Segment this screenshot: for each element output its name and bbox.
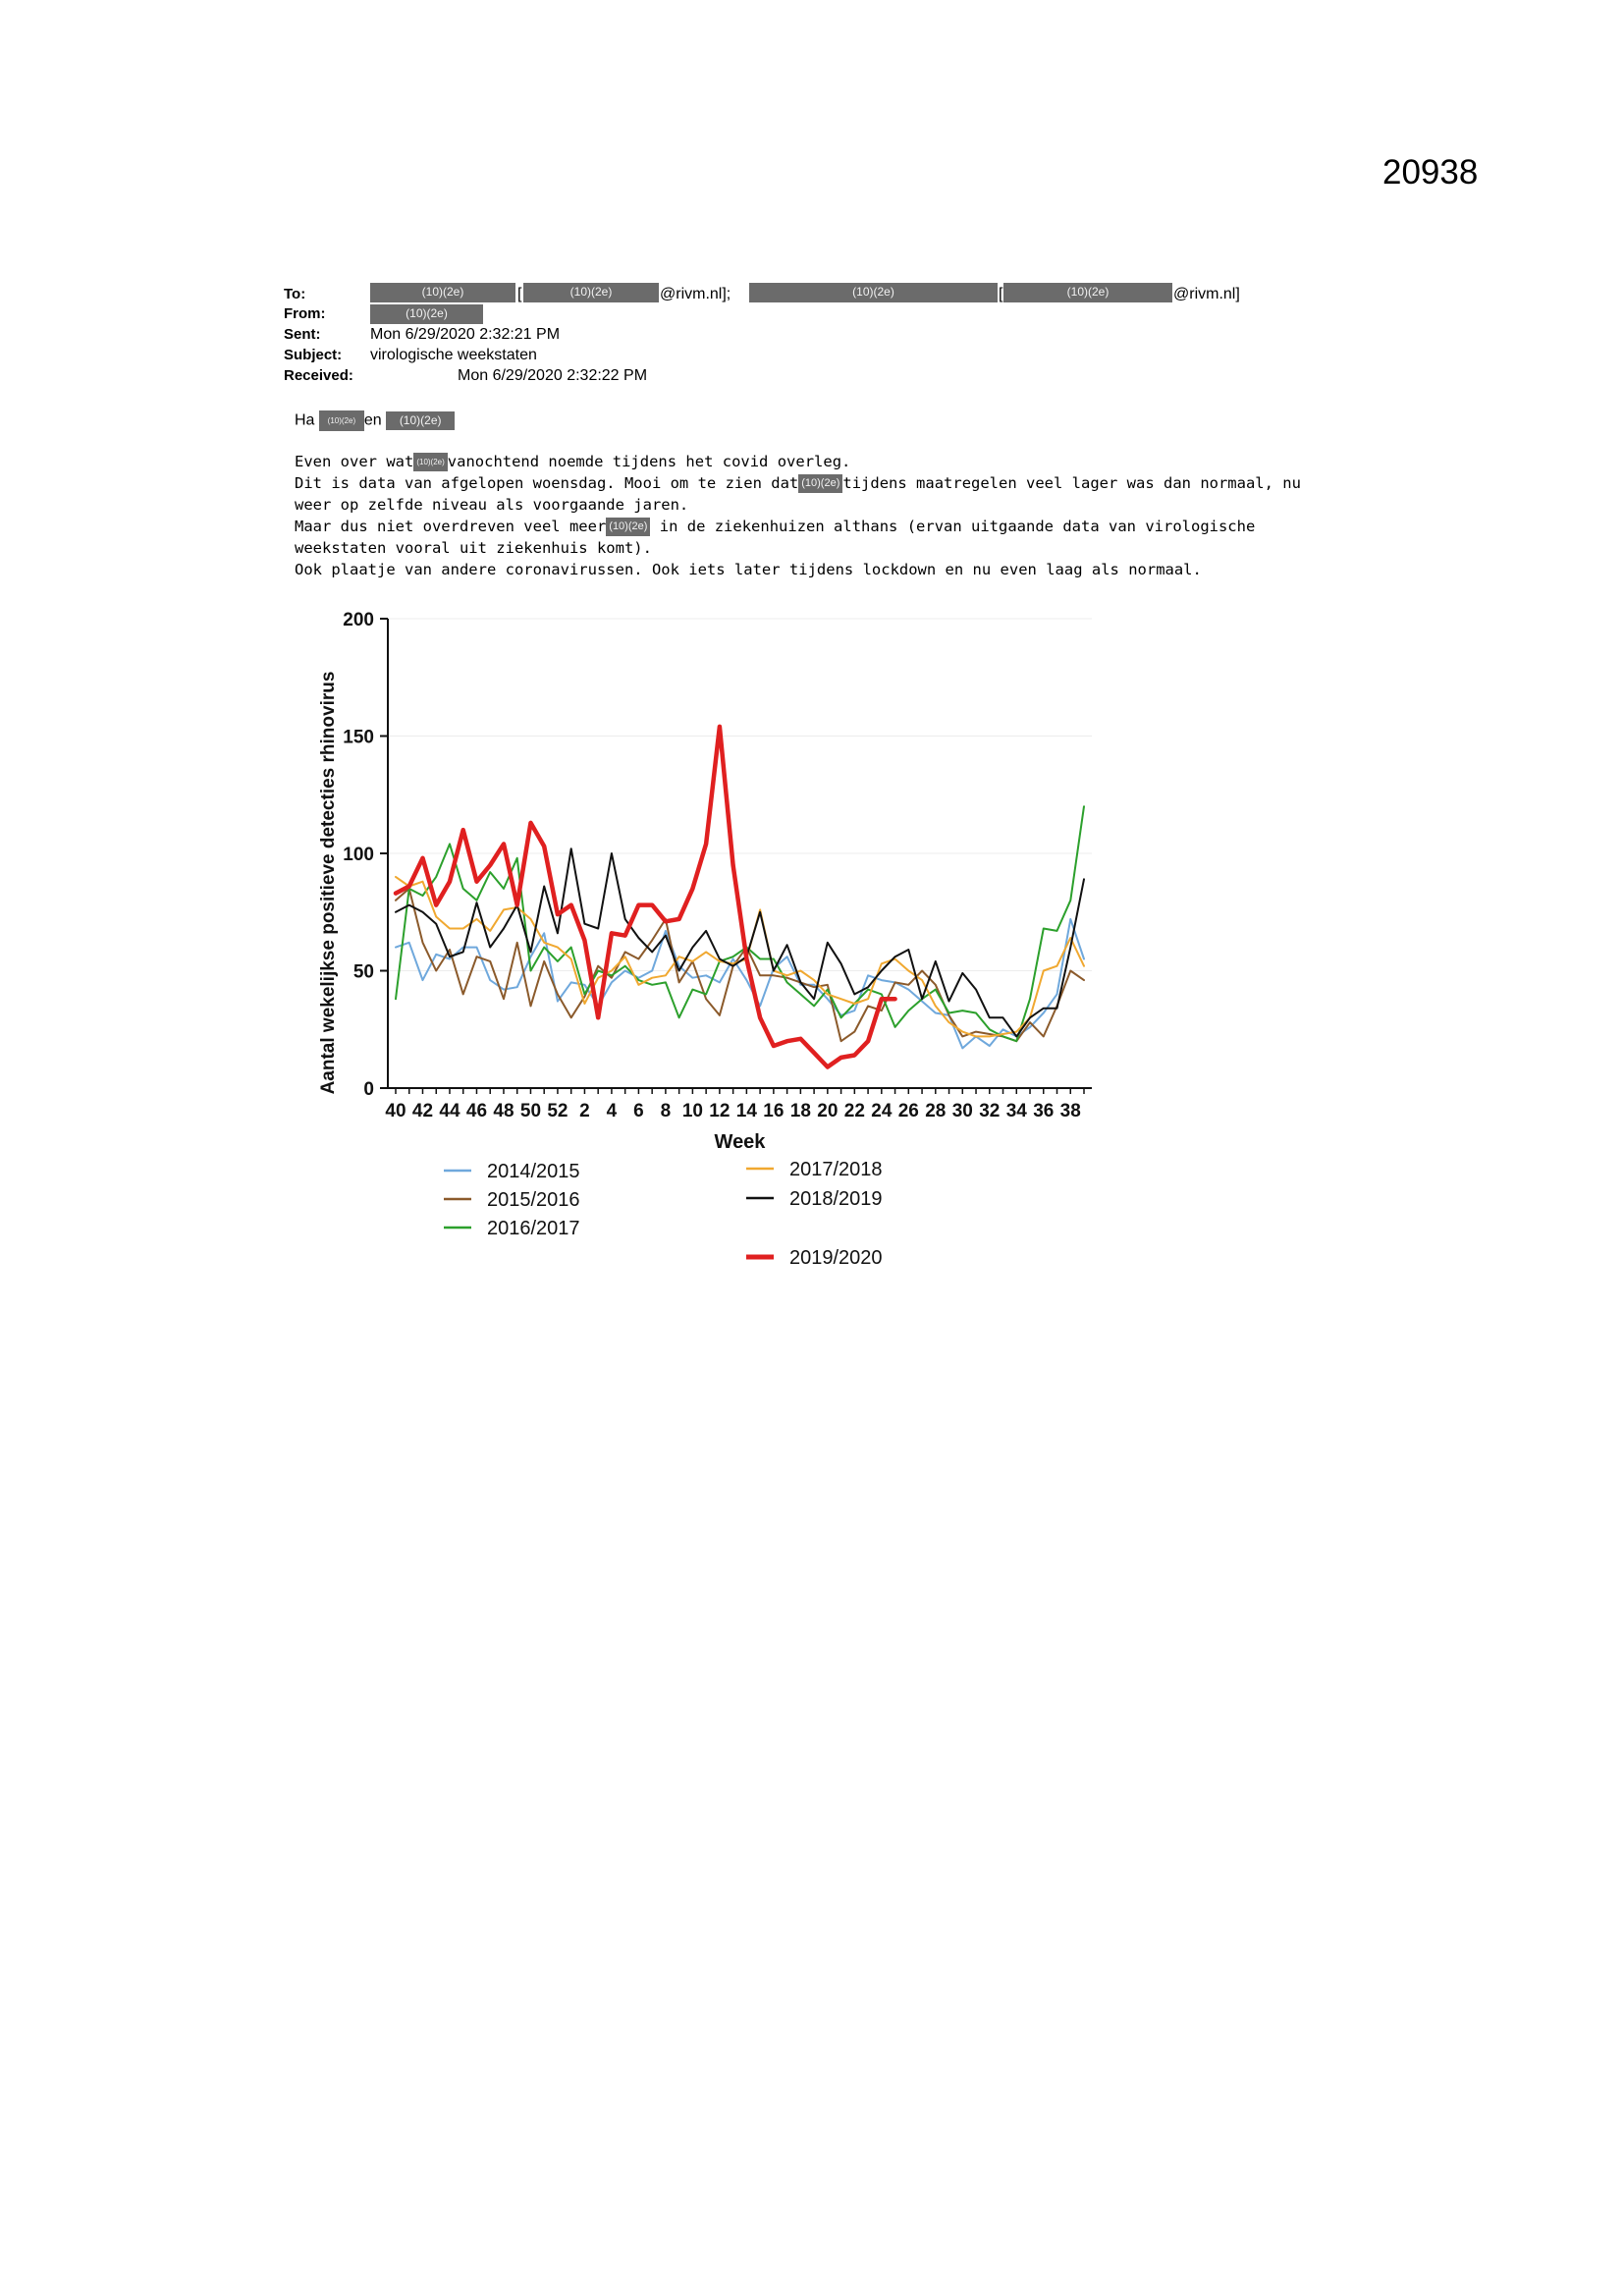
to-bracket-2: [ — [999, 286, 1003, 302]
body-line-1 — [295, 453, 850, 471]
body-line-6: Ook plaatje van andere coronavirussen. Ook iets later tijdens lockdown en nu even laag als normaal. — [295, 561, 1202, 578]
sent-value: Mon 6/29/2020 2:32:21 PM — [370, 326, 561, 343]
x-tick-label-32: 32 — [979, 1101, 1001, 1121]
legend-label-2015-2016: 2015/2016 — [487, 1189, 580, 1211]
body-line-5: weekstaten vooral uit ziekenhuis komt). — [295, 539, 652, 557]
legend-label-2016-2017: 2016/2017 — [487, 1218, 580, 1239]
to-label: To: — [284, 286, 306, 302]
x-tick-label-12: 12 — [709, 1101, 731, 1121]
greeting-mid: en — [363, 411, 387, 429]
redacted-line4: (10)(2e) — [606, 518, 650, 536]
x-tick-label-40: 40 — [385, 1101, 406, 1121]
greeting — [295, 410, 455, 431]
redacted-line1: (10)(2e) — [413, 453, 447, 471]
x-tick-label-20: 20 — [817, 1101, 839, 1121]
x-tick-label-6: 6 — [633, 1101, 644, 1121]
body-line-4 — [295, 518, 1255, 536]
y-axis-title: Aantal wekelijkse positieve detecties rhinovirus — [318, 671, 339, 1095]
x-tick-label-34: 34 — [1005, 1101, 1027, 1121]
x-tick-label-14: 14 — [735, 1101, 757, 1121]
x-tick-label-28: 28 — [925, 1101, 947, 1121]
received-value: Mon 6/29/2020 2:32:22 PM — [458, 367, 648, 384]
line2-pre: Dit is data van afgelopen woensdag. Mooi om te zien dat — [295, 474, 799, 492]
line1-post: vanochtend noemde tijdens het covid overleg. — [447, 453, 851, 470]
to-domain-1: @rivm.nl]; — [660, 286, 731, 302]
redacted-to-email-1: (10)(2e) — [523, 283, 659, 302]
y-tick-label-100: 100 — [343, 845, 374, 865]
redacted-to-name-2: (10)(2e) — [749, 283, 998, 302]
redacted-greeting-name-1: (10)(2e) — [319, 410, 364, 431]
line4-post: in de ziekenhuizen althans (ervan uitgaande data van virologische — [650, 518, 1256, 535]
y-tick-label-50: 50 — [352, 961, 374, 983]
legend — [444, 1159, 883, 1269]
to-domain-2: @rivm.nl] — [1173, 286, 1240, 302]
x-tick-label-8: 8 — [660, 1101, 672, 1121]
x-tick-label-24: 24 — [871, 1101, 893, 1121]
redacted-greeting-name-2: (10)(2e) — [386, 411, 455, 430]
x-tick-label-26: 26 — [897, 1101, 919, 1121]
x-tick-label-10: 10 — [681, 1101, 703, 1121]
x-tick-label-30: 30 — [951, 1101, 973, 1121]
body-line-2 — [295, 474, 1301, 493]
subject-value: virologische weekstaten — [370, 347, 537, 363]
x-tick-label-38: 38 — [1059, 1101, 1081, 1121]
y-tick-label-200: 200 — [343, 610, 374, 630]
received-label: Received: — [284, 367, 353, 384]
x-tick-label-46: 46 — [465, 1101, 488, 1121]
legend-label-2019-2020: 2019/2020 — [789, 1247, 883, 1269]
redacted-to-email-2: (10)(2e) — [1003, 283, 1172, 302]
to-bracket-1: [ — [517, 286, 522, 302]
x-tick-label-2: 2 — [579, 1101, 590, 1121]
x-tick-label-44: 44 — [439, 1101, 460, 1121]
subject-label: Subject: — [284, 347, 343, 363]
greeting-pre: Ha — [295, 411, 319, 429]
sent-label: Sent: — [284, 326, 321, 343]
legend-label-2018-2019: 2018/2019 — [789, 1188, 883, 1210]
x-tick-label-16: 16 — [763, 1101, 785, 1121]
x-axis-title: Week — [714, 1131, 766, 1153]
legend-label-2014-2015: 2014/2015 — [487, 1161, 580, 1182]
x-tick-label-22: 22 — [843, 1101, 865, 1121]
line2-post: tijdens maatregelen veel lager was dan normaal, nu — [842, 474, 1301, 492]
x-tick-label-42: 42 — [411, 1101, 434, 1121]
y-tick-label-150: 150 — [343, 727, 374, 748]
body-line-3: weer op zelfde niveau als voorgaande jaren. — [295, 496, 689, 514]
line4-pre: Maar dus niet overdreven veel meer — [295, 518, 607, 535]
x-tick-label-52: 52 — [547, 1101, 568, 1121]
x-tick-label-18: 18 — [789, 1101, 811, 1121]
redacted-from-name: (10)(2e) — [370, 304, 483, 324]
y-tick-label-0: 0 — [363, 1079, 374, 1100]
rhinovirus-chart — [295, 589, 1110, 1277]
legend-label-2017-2018: 2017/2018 — [789, 1159, 883, 1180]
series-line-2018-2019 — [396, 848, 1084, 1036]
x-tick-label-4: 4 — [606, 1101, 618, 1121]
series-line-2019-2020 — [396, 727, 895, 1067]
redacted-to-name-1: (10)(2e) — [370, 283, 515, 302]
series-lines — [396, 727, 1084, 1067]
x-tick-label-48: 48 — [493, 1101, 514, 1121]
redacted-line2: (10)(2e) — [798, 474, 842, 493]
line1-pre: Even over wat — [295, 453, 414, 470]
x-tick-label-36: 36 — [1033, 1101, 1055, 1121]
from-label: From: — [284, 305, 326, 322]
x-tick-label-50: 50 — [519, 1101, 542, 1121]
document-number: 20938 — [1382, 153, 1479, 191]
